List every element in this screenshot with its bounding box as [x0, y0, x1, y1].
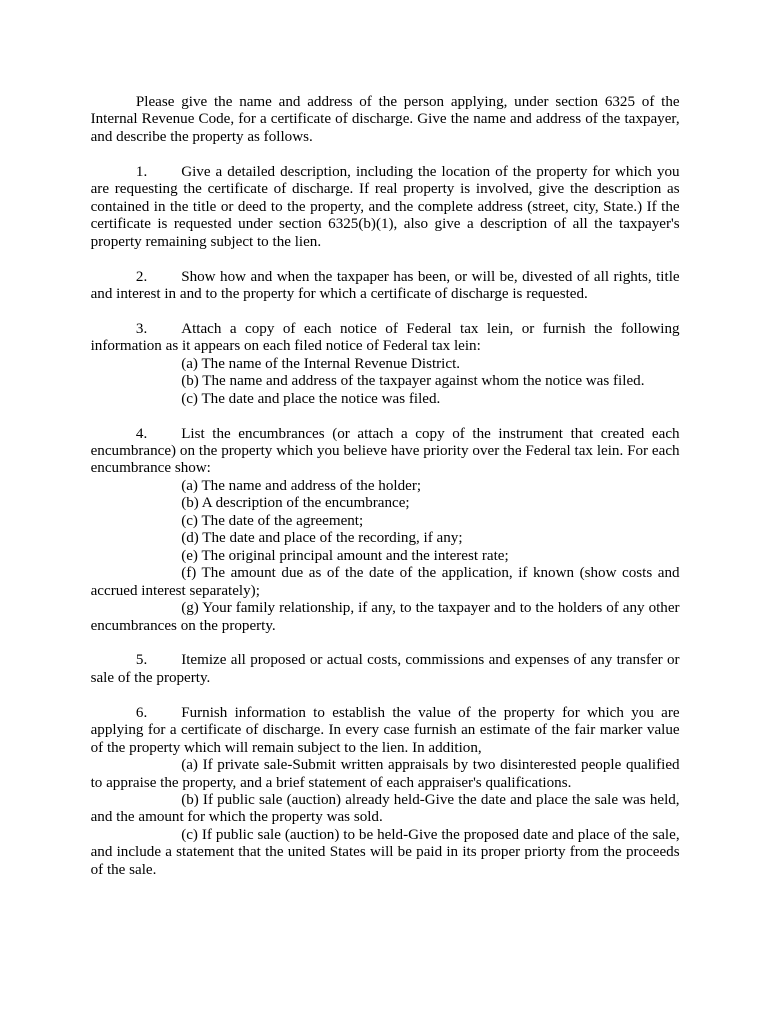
item-number: 2.: [135, 268, 148, 285]
item-text: List the encumbrances (or attach a copy of the instrument that created each encumbrance) on the property which you believe have priority over the Federal tax lein. For each encumbrance show:: [90, 425, 680, 477]
item-text: Itemize all proposed or actual costs, commissions and expenses of any transfer or sale of the property.: [90, 652, 680, 686]
subitem: (c) The date and place the notice was filed.: [181, 390, 441, 407]
item-6: [91, 705, 680, 757]
subitem: (f) The amount due as of the date of the application, if known (show costs and accrued interest separately);: [90, 565, 680, 599]
subitem: (e) The original principal amount and the interest rate;: [181, 547, 509, 564]
subitem: (b) The name and address of the taxpayer against whom the notice was filed.: [181, 373, 645, 390]
item-1: [91, 164, 680, 251]
item-4: [91, 426, 680, 478]
subitem: (c) The date of the agreement;: [181, 512, 364, 529]
intro-paragraph: Please give the name and address of the person applying, under section 6325 of the Internal Revenue Code, for a certificate of discharge. Give the name and address of the taxpayer, and describe the property as follows.: [90, 94, 680, 145]
subitem: (a) If private sale-Submit written appraisals by two disinterested people qualified to appraise the property, and a brief statement of each appraiser's qualifications.: [90, 757, 680, 791]
item-number: 3.: [135, 320, 148, 337]
item-number: 1.: [135, 163, 148, 180]
subitem: (a) The name of the Internal Revenue District.: [181, 355, 461, 372]
subitem: (g) Your family relationship, if any, to the taxpayer and to the holders of any other encumbrances on the property.: [90, 600, 680, 634]
item-text: Attach a copy of each notice of Federal tax lein, or furnish the following information as it appears on each filed notice of Federal tax lein:: [90, 320, 680, 355]
subitem: (d) The date and place of the recording, if any;: [181, 530, 463, 547]
subitem: (b) If public sale (auction) already held-Give the date and place the sale was held, and the amount for which the property was sold.: [90, 792, 680, 826]
subitem: (b) A description of the encumbrance;: [181, 495, 410, 512]
item-number: 4.: [135, 425, 148, 442]
item-text: Give a detailed description, including the location of the property for which you are requesting the certificate of discharge. If real property is involved, give the description as contained in the title or deed to the property, and the complete address (street, city, State.) If the certificate is requested under section 6325(b)(1), also give a description of all the taxpayer's property remaining subject to the lien.: [90, 163, 680, 250]
subitem: (c) If public sale (auction) to be held-Give the proposed date and place of the sale, and include a statement that the united States will be paid in its proper priorty from the proceeds of the sale.: [90, 826, 680, 878]
item-2: [91, 269, 680, 304]
item-3: [91, 321, 680, 356]
subitem: (a) The name and address of the holder;: [181, 477, 422, 494]
item-text: Furnish information to establish the value of the property for which you are applying for a certificate of discharge. In every case furnish an estimate of the fair marker value of the property which will remain subject to the lien. In addition,: [90, 704, 680, 756]
item-number: 6.: [135, 704, 148, 721]
item-text: Show how and when the taxpaper has been, or will be, divested of all rights, title and interest in and to the property for which a certificate of discharge is requested.: [90, 268, 680, 302]
item-5: [91, 652, 680, 687]
item-number: 5.: [135, 652, 148, 669]
